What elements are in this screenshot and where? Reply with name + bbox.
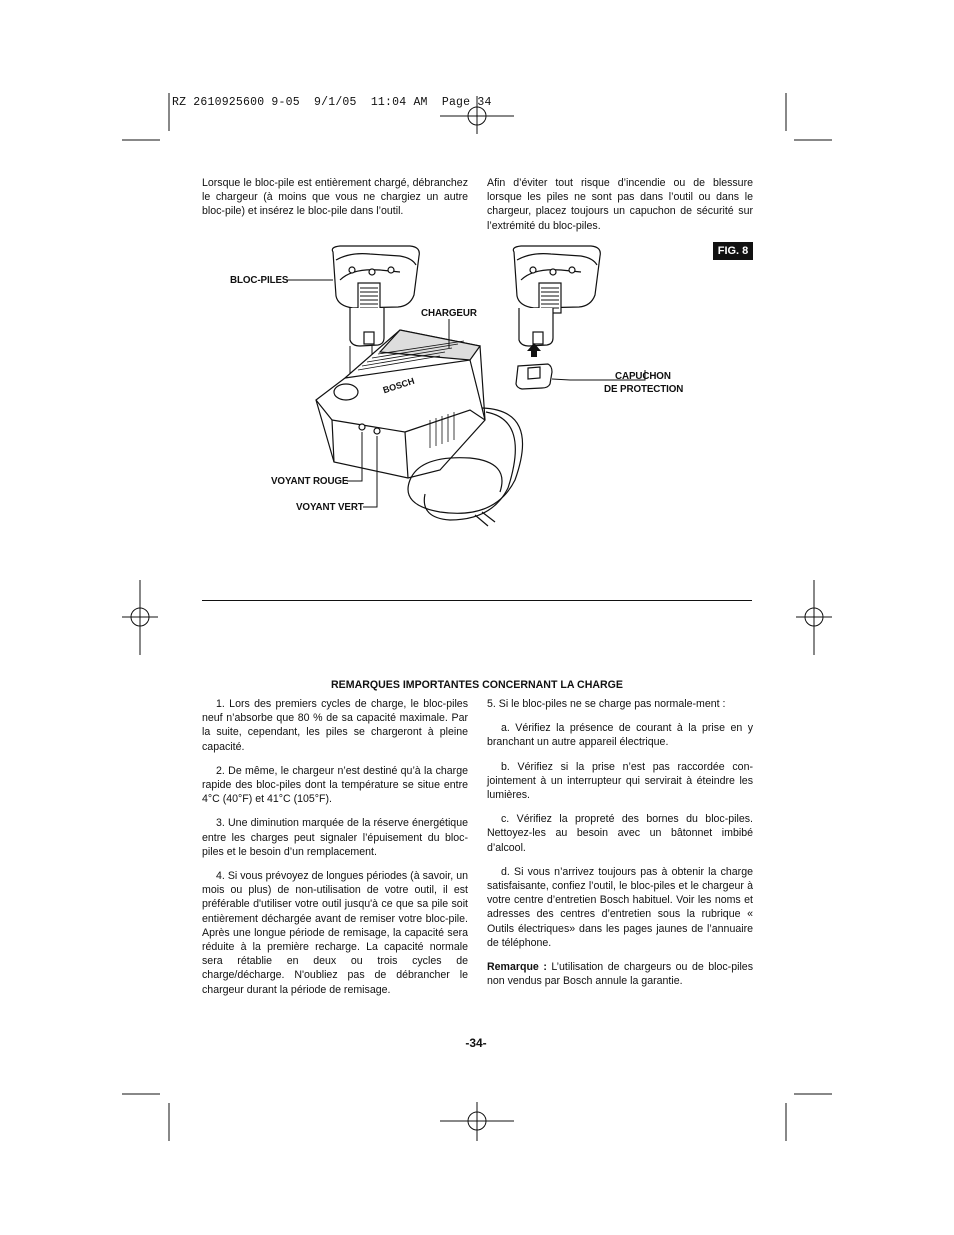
label-voyant-vert: VOYANT VERT [296, 502, 364, 513]
note-5: 5. Si le bloc-piles ne se charge pas normale-ment : [487, 698, 726, 710]
label-bloc-piles: BLOC-PILES [230, 275, 289, 286]
page-number: -34- [465, 1036, 487, 1050]
note-5a: a. Vérifiez la présence de courant à la prise en y branchant un autre appareil électrique. [487, 722, 753, 749]
protective-cap [516, 364, 552, 389]
note-3: 3. Une diminution marquée de la réserve énergétique entre les charges peut signaler l’épuisement du bloc-piles et le besoin d’un remplacement. [202, 817, 468, 858]
note-1: 1. Lors des premiers cycles de charge, le bloc-piles neuf n’absorbe que 80 % de sa capacité maximale. Par la suite, cependant, les piles se chargeront à pleine capacité. [202, 698, 468, 753]
remark [487, 960, 753, 988]
label-de-protection: DE PROTECTION [604, 384, 684, 395]
note-4: 4. Si vous prévoyez de longues périodes (à savoir, un mois ou plus) de non-utilisation de votre outil, il est préférable d'utiliser votre outil jusqu'à ce que sa pile soit entièrement déchargée avant de remiser votre bloc-pile. Après une longue période de remisage, la capacité sera réduite à la première recharge. La capacité normale sera rétablie en deux ou trois cycles de charge/décharge. N'oubliez pas de débrancher le chargeur durant la période de remisage. [202, 870, 468, 996]
remark-label: Remarque : [487, 961, 547, 974]
charger-brand: BOSCH [381, 375, 416, 396]
charger-illustration [316, 330, 485, 478]
remark-text: L’utilisation de chargeurs ou de bloc-piles non vendus par Bosch annule la garantie. [487, 961, 753, 988]
intro-right-paragraph: Afin d’éviter tout risque d’incendie ou de blessure lorsque les piles ne sont pas dans l’outil ou dans le chargeur, placez toujours un capuchon de sécurité sur l’extrémité du bloc-piles. [487, 177, 753, 232]
note-5c: c. Vérifiez la propreté des bornes du bloc-piles. Nettoyez-les au besoin avec un bâtonnet imbibé d’alcool. [487, 813, 753, 854]
section-title: REMARQUES IMPORTANTES CONCERNANT LA CHARGE [331, 679, 623, 691]
section-divider [202, 600, 752, 601]
registration-target-left [122, 580, 158, 655]
note-5b: b. Vérifiez si la prise n’est pas raccordée con-jointement à un interrupteur qui servirait à éteindre les lumières. [487, 760, 753, 802]
label-capuchon: CAPUCHON [615, 371, 671, 382]
label-chargeur: CHARGEUR [421, 308, 477, 319]
registration-target-right [796, 580, 832, 655]
intro-left-paragraph: Lorsque le bloc-pile est entièrement chargé, débranchez le chargeur (à moins que vous ne chargiez un autre bloc-pile) et insérez le bloc-pile dans l’outil. [202, 177, 468, 218]
label-voyant-rouge: VOYANT ROUGE [271, 476, 349, 487]
note-2: 2. De même, le chargeur n’est destiné qu’à la charge rapide des bloc-piles dont la température se situe entre 4°C (40°F) et 41°C (105°F). [202, 764, 468, 806]
battery-pack-right [513, 246, 600, 346]
print-slug: RZ 2610925600 9-05 9/1/05 11:04 AM Page 34 [172, 96, 492, 109]
note-5d: d. Si vous n’arrivez toujours pas à obtenir la charge satisfaisante, confiez l’outil, le bloc-piles et le chargeur à votre centre d’entretien Bosch habituel. Voir les noms et adresses des centres d’entretien sous la rubrique « Outils électriques» dans les pages jaunes de l’annuaire de téléphone. [487, 865, 753, 949]
figure-tag: FIG. 8 [713, 242, 753, 260]
notes-left-column [202, 697, 468, 1007]
registration-target-bottom [440, 1102, 514, 1141]
notes-right-column [487, 697, 753, 998]
